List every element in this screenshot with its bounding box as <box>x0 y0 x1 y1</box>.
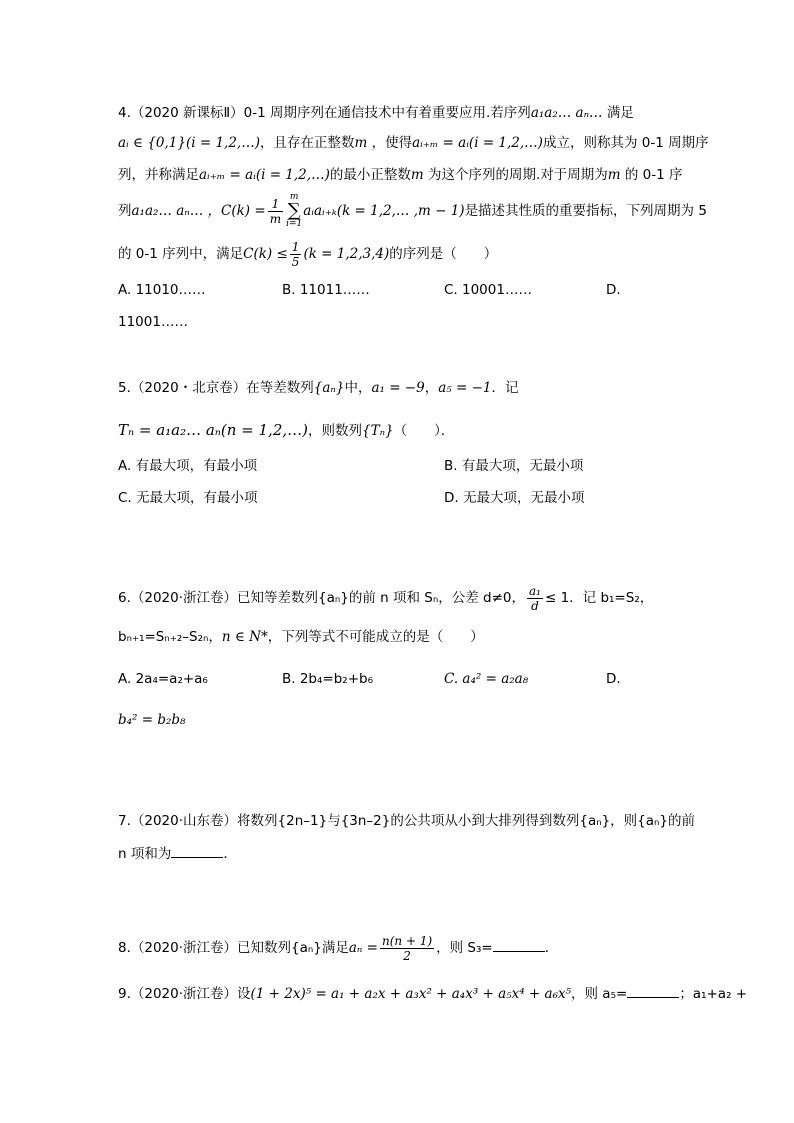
q4-ck-terms: aᵢaᵢ₊ₖ(k = 1,2,… ,m − 1) <box>303 203 465 219</box>
q5-option-d[interactable]: D. 无最大项，无最小项 <box>444 490 585 506</box>
q5-line-1 <box>118 378 518 398</box>
q4-text: 的 0-1 序 <box>624 167 683 183</box>
q9-text: ，则 a₅= <box>571 986 628 1002</box>
q4-text: 是描述其性质的重要指标，下列周期为 5 <box>464 203 707 219</box>
fraction-numerator: n(n + 1) <box>381 933 433 948</box>
q7-text: n 项和为 <box>118 846 172 862</box>
q6-option-d-content: b₄² = b₂b₈ <box>118 712 186 728</box>
sigma-icon: ∑ <box>287 200 301 221</box>
q4-sequence-expr: a₁a₂… aₙ… <box>131 203 204 219</box>
q6-option-b[interactable]: B. 2b₄=b₂+b₆ <box>282 671 373 687</box>
fraction-numerator: 1 <box>291 239 300 254</box>
q4-condition-expr: aᵢ ∈ {0,1}(i = 1,2,…) <box>118 135 260 151</box>
q4-text: 成立，则称其为 0-1 周期序 <box>542 135 709 151</box>
q4-var-m: m <box>410 167 424 183</box>
q4-option-b[interactable]: B. 11011…… <box>282 282 370 298</box>
q8-answer-blank[interactable] <box>493 937 545 952</box>
q5-text: 中， <box>344 380 372 396</box>
q5-a1-expr: a₁ = −9 <box>371 380 425 396</box>
q4-condition-expr: C(k) ≤ <box>243 246 288 262</box>
sum-lower-limit: i=1 <box>286 219 303 229</box>
q4-option-d-content: 11001…… <box>118 314 188 330</box>
q6-recurrence-text: bₙ₊₁=Sₙ₊₂–S₂ₙ， <box>118 629 222 645</box>
fraction-denominator: 2 <box>403 948 411 963</box>
q8-stem-text: 8.（2020·浙江卷）已知数列{aₙ}满足 <box>118 940 349 956</box>
q5-line-2 <box>118 420 454 441</box>
q5-text: ，则数列 <box>307 423 362 439</box>
q6-option-a[interactable]: A. 2a₄=a₂+a₆ <box>118 671 208 687</box>
q8-text: ，则 S₃= <box>436 940 493 956</box>
q8-line-1 <box>118 930 558 966</box>
q6-option-c[interactable]: C. a₄² = a₂a₈ <box>444 671 529 687</box>
q4-option-d[interactable]: D. <box>606 282 621 298</box>
q6-text: ≤ 1．记 b₁=S₂， <box>544 590 654 606</box>
q5-option-b[interactable]: B. 有最大项，无最小项 <box>444 458 584 474</box>
q5-a5-expr: a₅ = −1 <box>438 380 492 396</box>
q9-line-1 <box>118 983 747 1004</box>
q5-stem-text: 5.（2020・北京卷）在等差数列 <box>118 380 314 396</box>
q9-text: ；a₁+a₂ + <box>679 986 748 1002</box>
q7-text: ． <box>223 846 237 862</box>
q5-tn-expr: Tₙ = a₁a₂… aₙ(n = 1,2,…) <box>118 421 308 439</box>
q4-fraction <box>268 197 283 226</box>
q5-text: ．记 <box>491 380 519 396</box>
q5-option-a[interactable]: A. 有最大项，有最小项 <box>118 458 258 474</box>
q4-fraction <box>290 240 302 269</box>
q6-domain-expr: n ∈ N* <box>221 629 268 645</box>
q4-ck-expr: ，C(k) = <box>207 203 266 219</box>
q4-period-expr: aᵢ₊ₘ = aᵢ(i = 1,2,…) <box>412 135 543 151</box>
q7-line-1 <box>118 811 695 831</box>
q7-line-2 <box>118 843 237 864</box>
q4-text: 列 <box>118 203 132 219</box>
fraction-denominator: 5 <box>291 254 300 269</box>
q6-line-1 <box>118 580 653 616</box>
q4-text: ，使得 <box>371 135 413 151</box>
q4-text: 的序列是（ ） <box>389 246 498 262</box>
q4-option-a[interactable]: A. 11010…… <box>118 282 206 298</box>
q5-option-c[interactable]: C. 无最大项，有最小项 <box>118 490 258 506</box>
q4-text: ，且存在正整数 <box>260 135 355 151</box>
fraction-denominator: m <box>269 211 282 226</box>
sum-upper-limit: m <box>289 192 299 202</box>
q4-k-range: (k = 1,2,3,4) <box>303 246 390 262</box>
q4-text: 的 0-1 序列中，满足 <box>118 246 244 262</box>
q4-line-2 <box>118 133 709 153</box>
q4-stem-text: 4.（2020 新课标Ⅱ）0-1 周期序列在通信技术中有着重要应用.若序列 <box>118 105 531 121</box>
q6-option-d[interactable]: D. <box>606 671 621 687</box>
q4-sequence-expr: a₁a₂… aₙ… <box>530 105 603 121</box>
q9-answer-blank[interactable] <box>627 983 679 998</box>
q4-text: 的最小正整数 <box>329 167 411 183</box>
q8-fraction <box>380 934 434 963</box>
q4-line-1 <box>118 103 634 123</box>
q4-line-4 <box>118 193 707 229</box>
q4-var-m: m <box>354 135 368 151</box>
q4-text: 列，并称满足 <box>118 167 199 183</box>
q9-expansion-expr: (1 + 2x)⁵ = a₁ + a₂x + a₃x² + a₄x³ + a₅x⁴ + a₆x⁵ <box>250 986 572 1002</box>
fraction-numerator: 1 <box>268 197 283 212</box>
q4-option-c[interactable]: C. 10001…… <box>444 282 532 298</box>
q9-stem-text: 9.（2020·浙江卷）设 <box>118 986 251 1002</box>
fraction-denominator: d <box>531 598 539 613</box>
q8-an-expr: aₙ = <box>348 940 378 956</box>
q5-text: ， <box>424 380 439 396</box>
q4-text: 为这个序列的周期.对于周期为 <box>427 167 608 183</box>
q4-var-m: m <box>607 167 621 183</box>
q4-summation <box>286 193 302 229</box>
q4-period-expr: aᵢ₊ₘ = aᵢ(i = 1,2,…) <box>199 167 330 183</box>
q8-text: ． <box>544 940 559 956</box>
q5-sequence-expr: {aₙ} <box>313 380 345 396</box>
q7-stem-text: 7.（2020·山东卷）将数列{2n–1}与{3n–2}的公共项从小到大排列得到数列{aₙ}，则{aₙ}的前 <box>118 813 696 829</box>
fraction-numerator: a₁ <box>529 583 541 598</box>
q4-line-3 <box>118 165 683 185</box>
q7-answer-blank[interactable] <box>171 843 223 858</box>
q6-text: ，下列等式不可能成立的是（ ） <box>267 629 484 645</box>
q6-fraction <box>527 584 543 613</box>
q6-line-2 <box>118 627 484 647</box>
q5-text: （ ）． <box>393 423 455 439</box>
q6-stem-text: 6.（2020·浙江卷）已知等差数列{aₙ}的前 n 项和 Sₙ，公差 d≠0， <box>118 590 525 606</box>
q4-line-5 <box>118 236 497 272</box>
q4-text: 满足 <box>606 105 634 121</box>
q5-tn-sequence: {Tₙ} <box>361 423 394 439</box>
